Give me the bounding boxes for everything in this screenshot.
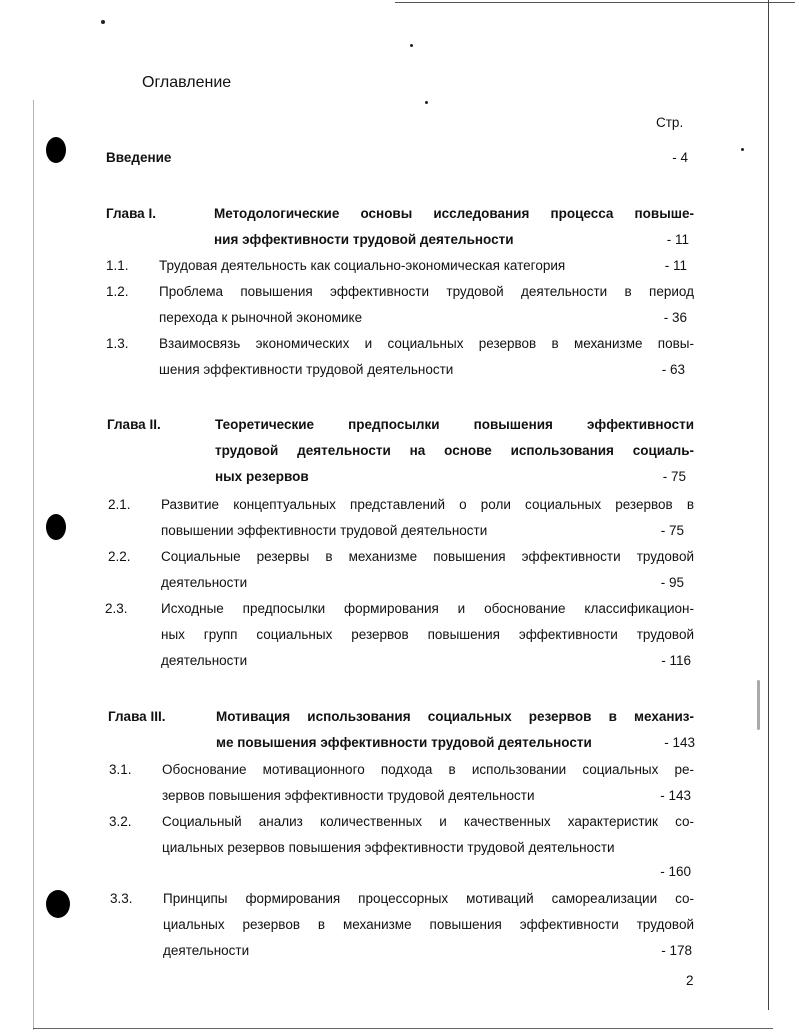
chapter-title-line: Методологические основы исследования процесса повыше- [214, 206, 694, 221]
chapter-page: - 143 [664, 735, 695, 750]
section-line: Развитие концептуальных представлений о роли социальных резервов в [161, 497, 694, 512]
chapter-page: - 11 [666, 232, 689, 247]
section-page: - 95 [660, 575, 684, 590]
scan-edge-left [33, 100, 34, 1030]
chapter-label: Глава III. [108, 709, 166, 724]
scan-speck [757, 680, 760, 730]
section-page: - 75 [660, 523, 684, 538]
chapter-title-line: трудовой деятельности на основе использования социаль- [215, 443, 694, 458]
section-line: шения эффективности трудовой деятельности [159, 362, 454, 377]
intro-label: Введение [106, 150, 172, 165]
chapter-title-line: ния эффективности трудовой деятельности [214, 232, 514, 247]
section-number: 3.1. [109, 762, 132, 777]
scan-edge-top [395, 2, 795, 3]
section-page: - 63 [661, 362, 685, 377]
section-number: 2.1. [108, 497, 131, 512]
section-page: - 143 [660, 788, 691, 803]
chapter-page: - 75 [662, 469, 686, 484]
section-line: перехода к рыночной экономике [159, 310, 363, 325]
punch-hole-2 [46, 514, 66, 540]
section-line: Социальные резервы в механизме повышения эффективности трудовой [161, 549, 694, 564]
chapter-label: Глава I. [106, 206, 156, 221]
section-page: - 178 [661, 943, 692, 958]
section-line: Проблема повышения эффективности трудовой деятельности в период [159, 284, 694, 299]
section-line: Социальный анализ количественных и качественных характеристик со- [162, 814, 694, 829]
section-page: - 36 [663, 310, 687, 325]
page-column-label: Стр. [656, 115, 684, 130]
section-line: Обоснование мотивационного подхода в использовании социальных ре- [162, 762, 694, 777]
section-line: циальных резервов повышения эффективности трудовой деятельности [162, 840, 615, 855]
chapter-title-line: ме повышения эффективности трудовой деятельности [216, 735, 592, 750]
page-number: 2 [686, 973, 694, 988]
section-line: Принципы формирования процессорных мотиваций самореализации со- [163, 891, 694, 906]
section-number: 1.2. [106, 284, 129, 299]
section-line: циальных резервов в механизме повышения эффективности трудовой [163, 917, 694, 932]
section-number: 1.3. [106, 336, 129, 351]
section-line: деятельности [161, 575, 248, 590]
section-line: ных групп социальных резервов повышения эффективности трудовой [161, 627, 694, 642]
section-line: зервов повышения эффективности трудовой деятельности [162, 788, 535, 803]
section-line: Взаимосвязь экономических и социальных резервов в механизме повы- [159, 336, 694, 351]
punch-hole-3 [46, 890, 70, 918]
section-number: 3.3. [110, 891, 133, 906]
section-page: - 116 [661, 653, 691, 668]
section-page: - 160 [660, 864, 691, 879]
scan-edge-bottom [33, 1028, 773, 1029]
scan-speck [410, 44, 413, 47]
scan-speck [741, 148, 744, 151]
section-line: повышении эффективности трудовой деятельности [161, 523, 488, 538]
chapter-label: Глава II. [107, 417, 161, 432]
section-number: 3.2. [109, 814, 132, 829]
section-page: - 11 [664, 258, 687, 273]
chapter-title-line: Теоретические предпосылки повышения эффективности [215, 417, 694, 432]
page-title: Оглавление [142, 74, 232, 91]
scan-speck [101, 20, 105, 24]
section-line: Трудовая деятельность как социально-экономическая категория [159, 258, 566, 273]
section-line: Исходные предпосылки формирования и обоснование классификацион- [161, 601, 694, 616]
chapter-title-line: Мотивация использования социальных резервов в механиз- [216, 709, 694, 724]
section-number: 2.2. [108, 549, 131, 564]
intro-page: - 4 [672, 150, 688, 165]
punch-hole-1 [46, 137, 66, 163]
section-line: деятельности [161, 653, 248, 668]
section-number: 2.3. [105, 601, 128, 616]
scan-edge-right [768, 0, 769, 1010]
section-line: деятельности [163, 943, 250, 958]
scan-speck [425, 101, 428, 104]
chapter-title-line: ных резервов [215, 469, 309, 484]
section-number: 1.1. [106, 258, 129, 273]
